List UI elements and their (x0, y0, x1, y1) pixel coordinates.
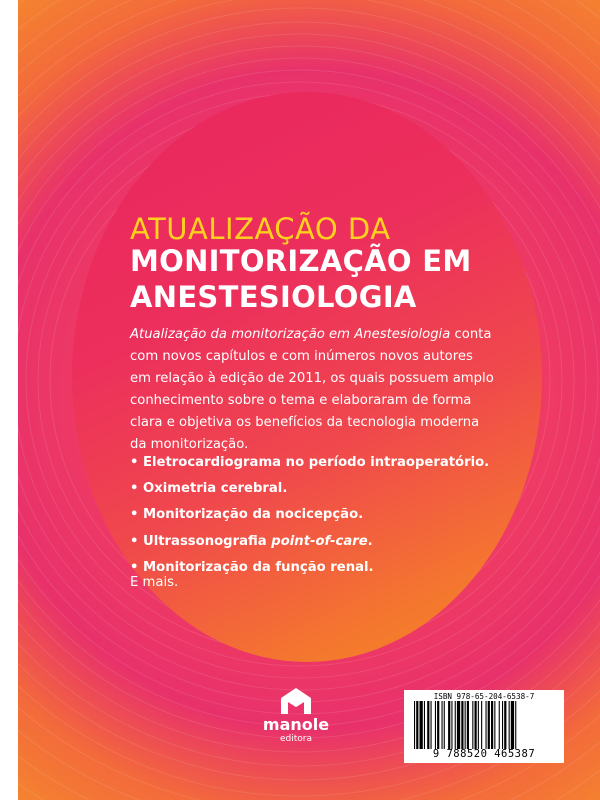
topic-italic-text: point-of-care (271, 533, 368, 549)
topic-text: • Ultrassonografia (130, 533, 272, 549)
topic-item (130, 454, 500, 480)
topic-item (130, 480, 500, 506)
topic-suffix: . (367, 533, 373, 549)
description-text: conta com novos capítulos e com inúmeros novos autores em relação à edição de 2011, os quais possuem amplo conhecimento sobre o tema e elaboraram de forma clara e objetiva os benefícios da tecnologia moderna da monitorização. (130, 327, 494, 452)
barcode-bars (414, 701, 554, 749)
topic-item (130, 506, 500, 532)
description-italic-lead: Atualização da monitorização em Anestesiologia (130, 327, 451, 342)
manole-m-logo-icon (279, 688, 313, 714)
title-line-1: ATUALIZAÇÃO DA (130, 212, 391, 246)
publisher-logo (260, 688, 332, 744)
title-line-2: MONITORIZAÇÃO EM (130, 244, 472, 278)
topic-text: • Eletrocardiograma no período intraoperatório. (130, 455, 490, 470)
publisher-subtitle: editora (279, 734, 312, 744)
isbn-label: ISBN 978-65-204-6538-7 (433, 692, 535, 701)
topics-list (130, 454, 500, 585)
publisher-name: manole (262, 715, 330, 734)
topic-text: • Monitorização da nocicepção. (130, 507, 364, 523)
topic-item (130, 533, 500, 559)
topic-item (130, 559, 500, 585)
description-paragraph (130, 324, 495, 456)
barcode-digits: 9 788520 465387 (432, 748, 536, 760)
topic-text: • Monitorização da função renal. (130, 559, 374, 575)
topic-text: • Oximetria cerebral. (130, 481, 288, 497)
barcode-box (404, 690, 564, 763)
title-line-3: ANESTESIOLOGIA (130, 280, 417, 314)
closing-text: E mais. (130, 575, 179, 590)
